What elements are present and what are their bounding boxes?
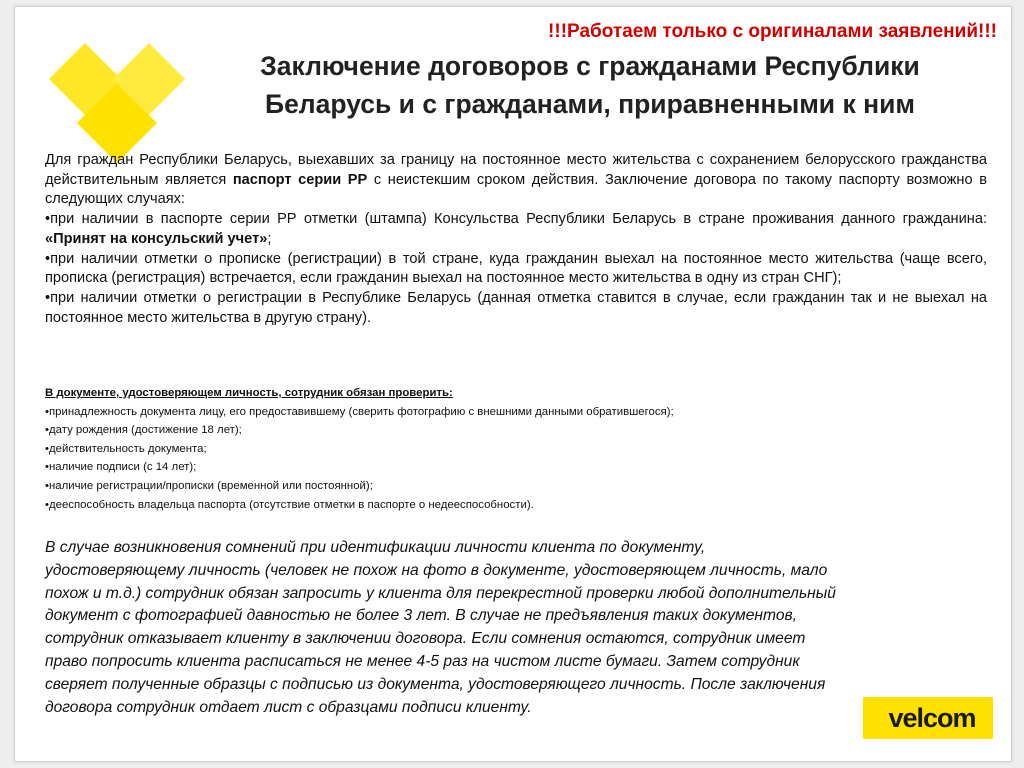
consular-stamp-bold: «Принят на консульский учет» bbox=[45, 230, 268, 247]
identity-doubt-note bbox=[45, 537, 997, 719]
note-line: удостоверяющему личность (человек не похож на фото в документе, удостоверяющем личность, мало bbox=[45, 561, 828, 579]
bullet-text: •при наличии в паспорте серии РР отметки (штампа) Консульства Республики Беларусь в стране проживания данного гражданина: bbox=[45, 211, 987, 228]
intro-section bbox=[45, 151, 987, 328]
list-item: •действительность документа; bbox=[45, 442, 207, 455]
intro-bullet-consulate bbox=[45, 210, 987, 249]
passport-series-bold: паспорт серии РР bbox=[232, 171, 368, 188]
note-line: документ с фотографией давностью не более 3 лет. В случае не предъявления таких документов, bbox=[45, 607, 797, 625]
page-title bbox=[195, 47, 985, 123]
check-list-heading: В документе, удостоверяющем личность, сотрудник обязан проверить: bbox=[45, 387, 453, 399]
slide bbox=[14, 6, 1012, 762]
title-line-1: Заключение договоров с гражданами Республики bbox=[260, 51, 920, 81]
intro-text-tail: с неистекшим сроком действия. Заключение договора по такому паспорту возможно в следующих случаях: bbox=[45, 171, 987, 208]
list-item: •дату рождения (достижение 18 лет); bbox=[45, 424, 242, 437]
intro-paragraph bbox=[45, 151, 987, 210]
note-line: сверяет полученные образцы с подписью из документа, удостоверяющего личность. После заключения bbox=[45, 675, 826, 693]
list-item: •дееспособность владельца паспорта (отсутствие отметки в паспорте о недееспособности). bbox=[45, 498, 534, 511]
title-line-2: Беларусь и с гражданами, приравненными к ним bbox=[265, 89, 915, 119]
note-line: сотрудник отказывает клиенту в заключении договора. Если сомнения остаются, сотрудник имеет bbox=[45, 630, 806, 648]
note-line: договора сотрудник отдает лист с образцами подписи клиенту. bbox=[45, 698, 532, 716]
list-item: •наличие подписи (с 14 лет); bbox=[45, 461, 197, 474]
note-line: право попросить клиента расписаться не менее 4-5 раз на чистом листе бумаги. Затем сотрудник bbox=[45, 652, 800, 670]
brand-logo-text: velcom bbox=[888, 703, 976, 733]
originals-only-notice: !!!Работаем только с оригиналами заявлений!!! bbox=[548, 21, 997, 42]
list-item: •принадлежность документа лицу, его предоставившему (сверить фотографию с внешними данными обратившегося); bbox=[45, 405, 674, 418]
note-line: похож и т.д.) сотрудник обязан запросить у клиента для перекрестной проверки любой дополнительный bbox=[45, 584, 836, 602]
document-check-list bbox=[45, 384, 987, 514]
intro-text: Для граждан Республики Беларусь, выехавших за границу на постоянное место жительства с сохранением белорусского гражданства действительным является bbox=[45, 152, 987, 188]
intro-bullet-belarus-registration: •при наличии отметки о регистрации в Республике Беларусь (данная отметка ставится в случае, если гражданин так и не выехал на постоянное место жительства в другую страну). bbox=[45, 289, 987, 326]
bullet-tail: ; bbox=[267, 230, 272, 247]
intro-bullet-registration: •при наличии отметки о прописке (регистрации) в той стране, куда гражданин выехал на постоянное место жительства (чаще всего, прописка (регистрация) встречается, если гражданин выехал на постоянное место жительства в одну из стран СНГ); bbox=[45, 250, 987, 287]
note-line: В случае возникновения сомнений при идентификации личности клиента по документу, bbox=[45, 539, 706, 556]
list-item: •наличие регистрации/прописки (временной или постоянной); bbox=[45, 479, 373, 492]
